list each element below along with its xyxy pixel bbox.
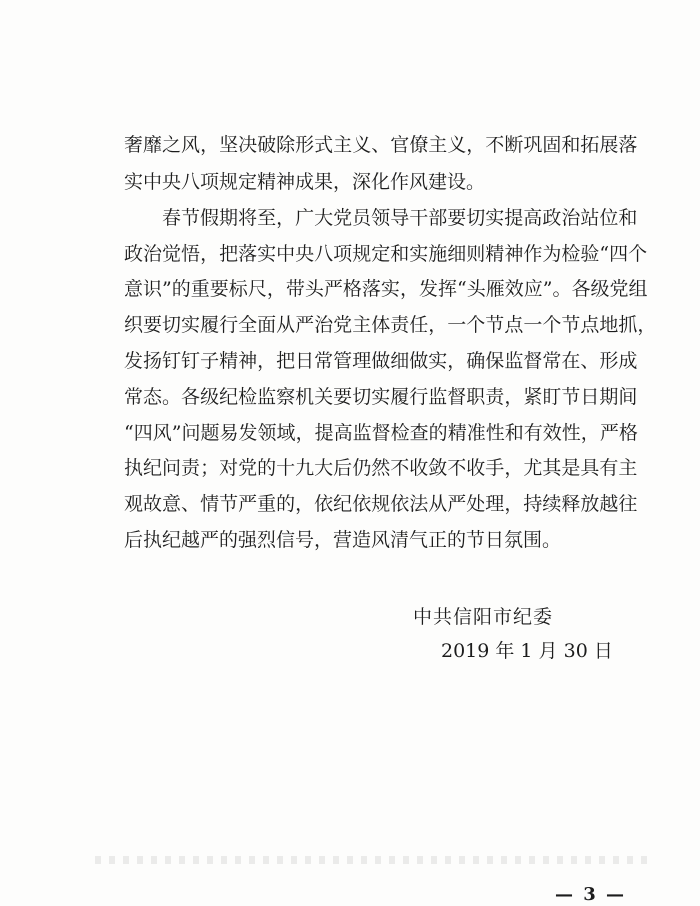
signature: 中共信阳市纪委 [413, 606, 554, 628]
text-line-3: 春 节 假 期 将 至 ， 广 大 党 员 领 导 干 部 要 切 实 提 高 政 治 站 位 和 [162, 207, 638, 229]
text-line-7: 发 扬 钉 钉 子 精 神 ， 把 日 常 管 理 做 细 做 实 ， 确 保 监 督 常 在 、 形 成 [124, 350, 638, 372]
text-line-5: 意 识 ” 的 重 要 标 尺 ， 带 头 严 格 落 实 ， 发 挥 “ 头 雁 效 应 ” 。 各 级 党 组 [124, 278, 648, 300]
text-line-11: 观 故 意 、 情 节 严 重 的 ， 依 纪 依 规 依 法 从 严 处 理 ， 持 续 释 放 越 往 [124, 493, 638, 515]
scan-artifact [95, 856, 655, 864]
page-number: — 3 — [555, 884, 627, 905]
text-line-12: 后执纪越严的强烈信号，营造风清气正的节日氛围。 [124, 529, 562, 551]
text-line-4: 政 治 觉 悟 ， 把 落 实 中 央 八 项 规 定 和 实 施 细 则 精 神 作 为 检 验 “ 四 个 [124, 243, 648, 265]
document-date: 2019 年 1 月 30 日 [441, 640, 613, 662]
text-line-1: 奢 靡 之 风 ， 坚 决 破 除 形 式 主 义 、 官 僚 主 义 ， 不 断 巩 固 和 拓 展 落 [124, 134, 638, 156]
text-line-6: 织 要 切 实 履 行 全 面 从 严 治 党 主 体 责 任 ， 一 个 节 点 一 个 节 点 地 抓 ， [124, 314, 657, 336]
text-line-9: “ 四 风 ” 问 题 易 发 领 域 ， 提 高 监 督 检 查 的 精 准 性 和 有 效 性 ， 严 格 [124, 422, 638, 444]
text-line-2: 实中央八项规定精神成果，深化作风建设。 [124, 171, 486, 193]
text-line-8: 常 态 。 各 级 纪 检 监 察 机 关 要 切 实 履 行 监 督 职 责 ， 紧 盯 节 日 期 间 [124, 386, 638, 408]
text-line-10: 执 纪 问 责 ； 对 党 的 十 九 大 后 仍 然 不 收 敛 不 收 手 ， 尤 其 是 具 有 主 [124, 457, 638, 479]
